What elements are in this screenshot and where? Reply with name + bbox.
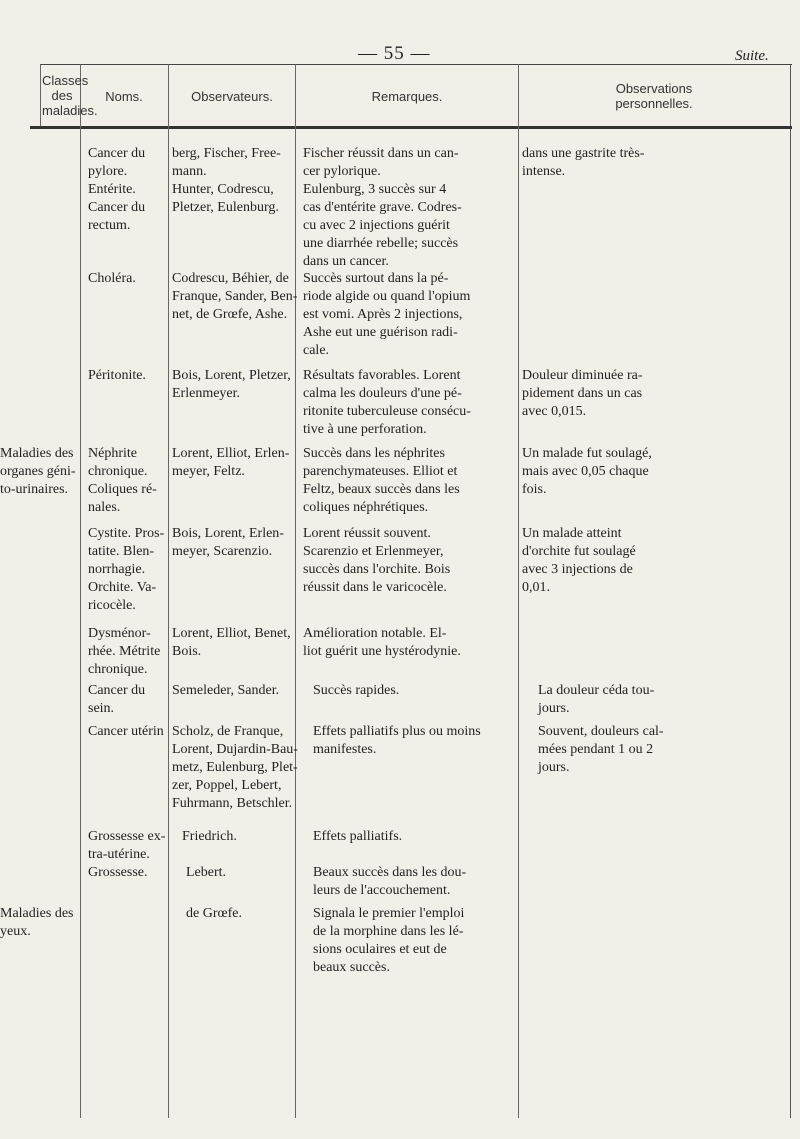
row-8-nom: Cancer utérin <box>88 724 164 739</box>
row-9-observateurs: Friedrich. <box>182 829 237 844</box>
continued-label: Suite. <box>735 48 769 64</box>
row-4-nom: Néphrite chronique. Coliques ré- nales. <box>88 446 157 515</box>
column-divider <box>295 64 296 1118</box>
header-classes: Classes des maladies. <box>42 73 98 118</box>
row-2-observateurs: Codrescu, Béhier, de Franque, Sander, Ben- net, de Grœfe, Ashe. <box>172 271 298 322</box>
header-observations: Observations personnelles. <box>615 81 693 111</box>
row-11-remarques: Signala le premier l'emploi de la morphine dans les lé- sions oculaires et eut de beaux succès. <box>313 906 465 975</box>
row-1-nom: Cancer du pylore. Entérite. Cancer du rectum. <box>88 146 146 233</box>
row-6-remarques: Amélioration notable. El- liot guérit une hystérodynie. <box>303 626 461 659</box>
row-11-observateurs: de Grœfe. <box>186 906 242 921</box>
row-8-observateurs: Scholz, de Franque, Lorent, Dujardin-Bau- metz, Eulenburg, Plet- zer, Poppel, Lebert, Fuhrmann, Betschler. <box>172 724 298 811</box>
page-number: — 55 — <box>358 43 431 64</box>
row-3-remarques: Résultats favorables. Lorent calma les douleurs d'une pé- ritonite tuberculeuse consécu- tive à une perforation. <box>303 368 471 437</box>
row-7-nom: Cancer du sein. <box>88 683 146 716</box>
row-5-nom: Cystite. Pros- tatite. Blen- norrhagie. Orchite. Va- ricocèle. <box>88 526 165 613</box>
row-1-remarques: Fischer réussit dans un can- cer pylorique. Eulenburg, 3 succès sur 4 cas d'entérite grave. Codres- cu avec 2 injections guérit une diarrhée rebelle; succès dans un cancer. <box>303 146 462 269</box>
row-4-remarques: Succès dans les néphrites parenchymateuses. Elliot et Feltz, beaux succès dans les coliques néphrétiques. <box>303 446 460 515</box>
row-4-classe: Maladies des organes géni- to-urinaires. <box>0 446 76 497</box>
row-3-observateurs: Bois, Lorent, Pletzer, Erlenmeyer. <box>172 368 291 401</box>
table-top-rule <box>40 64 792 65</box>
row-5-observations: Un malade atteint d'orchite fut soulagé avec 3 injections de 0,01. <box>522 526 636 595</box>
row-11-classe: Maladies des yeux. <box>0 906 74 939</box>
row-8-observations: Souvent, douleurs cal- mées pendant 1 ou 2 jours. <box>538 724 664 775</box>
row-9-remarques: Effets palliatifs. <box>313 829 403 844</box>
row-7-observations: La douleur céda tou- jours. <box>538 683 655 716</box>
column-divider <box>518 64 519 1118</box>
row-2-remarques: Succès surtout dans la pé- riode algide ou quand l'opium est vomi. Après 2 injections, Ashe eut une guérison radi- cale. <box>303 271 471 358</box>
header-remarques: Remarques. <box>371 89 443 104</box>
column-divider <box>80 64 81 1118</box>
column-divider <box>40 64 41 126</box>
row-5-remarques: Lorent réussit souvent. Scarenzio et Erlenmeyer, succès dans l'orchite. Bois réussit dans le varicocèle. <box>303 526 451 595</box>
row-2-nom: Choléra. <box>88 271 136 286</box>
header-noms: Noms. <box>105 89 143 104</box>
row-7-remarques: Succès rapides. <box>313 683 400 698</box>
row-10-remarques: Beaux succès dans les dou- leurs de l'accouchement. <box>313 865 467 898</box>
row-1-observateurs: berg, Fischer, Free- mann. Hunter, Codrescu, Pletzer, Eulenburg. <box>172 146 281 215</box>
row-10-observateurs: Lebert. <box>186 865 227 880</box>
row-5-observateurs: Bois, Lorent, Erlen- meyer, Scarenzio. <box>172 526 284 559</box>
row-8-remarques: Effets palliatifs plus ou moins manifestes. <box>313 724 481 757</box>
row-6-nom: Dysménor- rhée. Métrite chronique. <box>88 626 161 677</box>
row-4-observations: Un malade fut soulagé, mais avec 0,05 chaque fois. <box>522 446 652 497</box>
row-1-observations: dans une gastrite très- intense. <box>522 146 645 179</box>
column-divider <box>168 64 169 1118</box>
row-4-observateurs: Lorent, Elliot, Erlen- meyer, Feltz. <box>172 446 290 479</box>
row-6-observateurs: Lorent, Elliot, Benet, Bois. <box>172 626 291 659</box>
header-observateurs: Observateurs. <box>191 89 273 104</box>
header-rule <box>30 126 792 129</box>
row-10-nom: Grossesse. <box>88 865 148 880</box>
row-7-observateurs: Semeleder, Sander. <box>172 683 280 698</box>
row-9-nom: Grossesse ex- tra-utérine. <box>88 829 166 862</box>
row-3-nom: Péritonite. <box>88 368 146 383</box>
row-3-observations: Douleur diminuée ra- pidement dans un cas avec 0,015. <box>522 368 643 419</box>
